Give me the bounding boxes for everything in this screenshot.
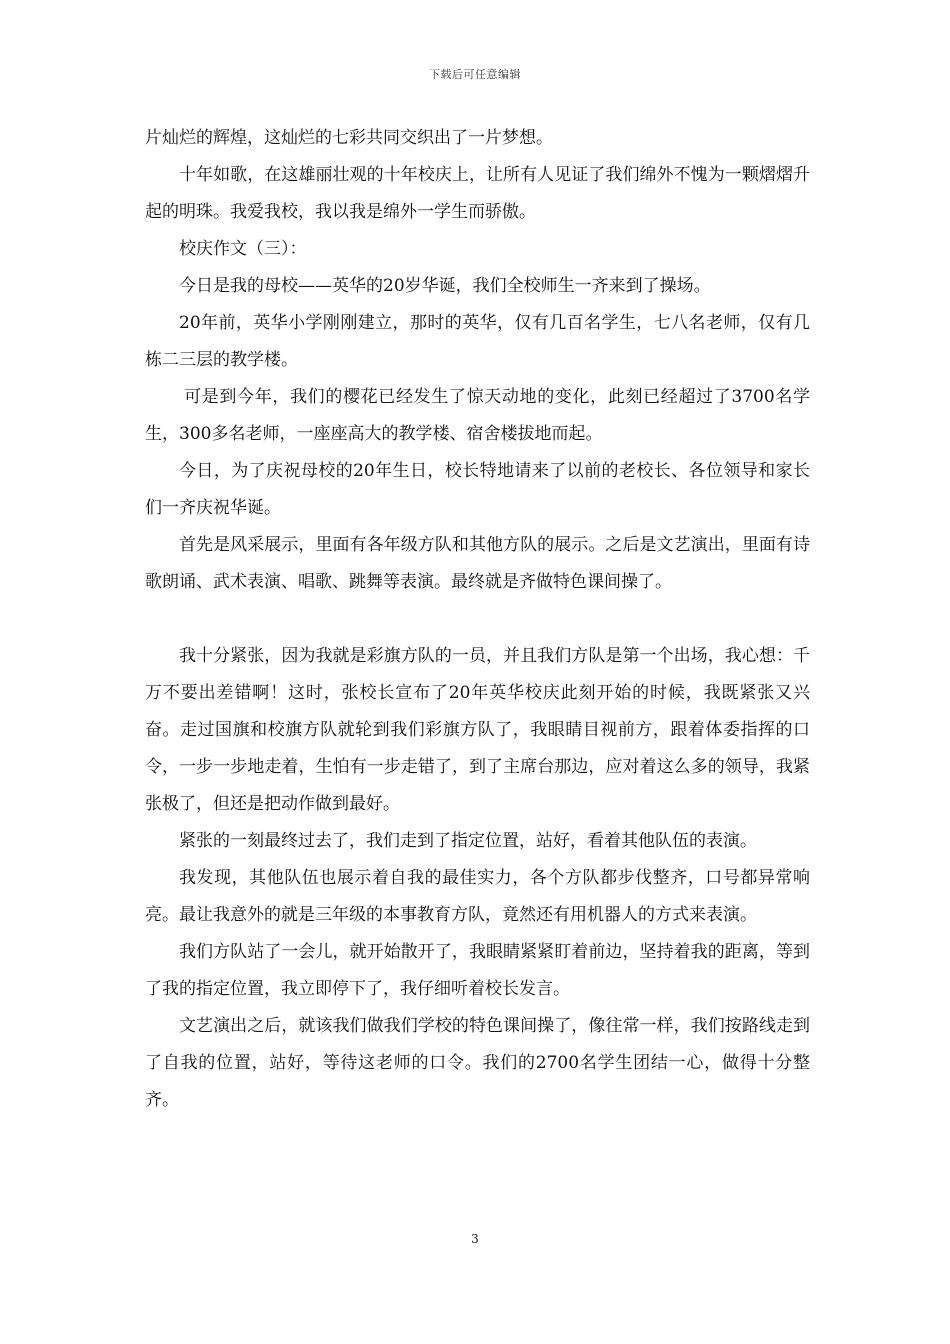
section-heading: 校庆作文（三）：	[179, 239, 307, 259]
paragraph-1: 片灿烂的辉煌，这灿烂的七彩共同交织出了一片梦想。	[145, 128, 553, 148]
paragraph-6: 今日，为了庆祝母校的20年生日，校长特地请来了以前的老校长、各位领导和家长们一齐庆祝华诞。	[145, 461, 810, 518]
paragraph-7: 首先是风采展示，里面有各年级方队和其他方队的展示。之后是文艺演出，里面有诗歌朗诵、武术表演、唱歌、跳舞等表演。最终就是齐做特色课间操了。	[145, 535, 810, 592]
paragraph-9: 紧张的一刻最终过去了，我们走到了指定位置，站好，看着其他队伍的表演。	[179, 831, 757, 851]
paragraph-8: 我十分紧张，因为我就是彩旗方队的一员，并且我们方队是第一个出场，我心想：千万不要出差错啊！这时，张校长宣布了20年英华校庆此刻开始的时候，我既紧张又兴奋。走过国旗和校旗方队就轮到我们彩旗方队了，我眼睛目视前方，跟着体委指挥的口令，一步一步地走着，生怕有一步走错了，到了主席台那边，应对着这么多的领导，我紧张极了，但还是把动作做到最好。	[145, 646, 810, 814]
paragraph-11: 我们方队站了一会儿，就开始散开了，我眼睛紧紧盯着前边，坚持着我的距离，等到了我的指定位置，我立即停下了，我仔细听着校长发言。	[145, 942, 810, 999]
paragraph-2: 十年如歌，在这雄丽壮观的十年校庆上，让所有人见证了我们绵外不愧为一颗熠熠升起的明珠。我爱我校，我以我是绵外一学生而骄傲。	[145, 165, 810, 222]
paragraph-3: 今日是我的母校——英华的20岁华诞，我们全校师生一齐来到了操场。	[179, 276, 711, 296]
paragraph-12: 文艺演出之后，就该我们做我们学校的特色课间操了，像往常一样，我们按路线走到了自我的位置，站好，等待这老师的口令。我们的2700名学生团结一心，做得十分整齐。	[145, 1016, 810, 1110]
document-body	[145, 120, 810, 1119]
page-header: 下载后可任意编辑	[429, 68, 521, 81]
paragraph-5: 可是到今年，我们的樱花已经发生了惊天动地的变化，此刻已经超过了3700名学生，300多名老师，一座座高大的教学楼、宿舍楼拔地而起。	[145, 387, 810, 444]
paragraph-10: 我发现，其他队伍也展示着自我的最佳实力，各个方队都步伐整齐，口号都异常响亮。最让我意外的就是三年级的本事教育方队，竟然还有用机器人的方式来表演。	[145, 868, 810, 925]
page-number: 3	[471, 1232, 479, 1246]
paragraph-4: 20年前，英华小学刚刚建立，那时的英华，仅有几百名学生，七八名老师，仅有几栋二三层的教学楼。	[145, 313, 810, 370]
